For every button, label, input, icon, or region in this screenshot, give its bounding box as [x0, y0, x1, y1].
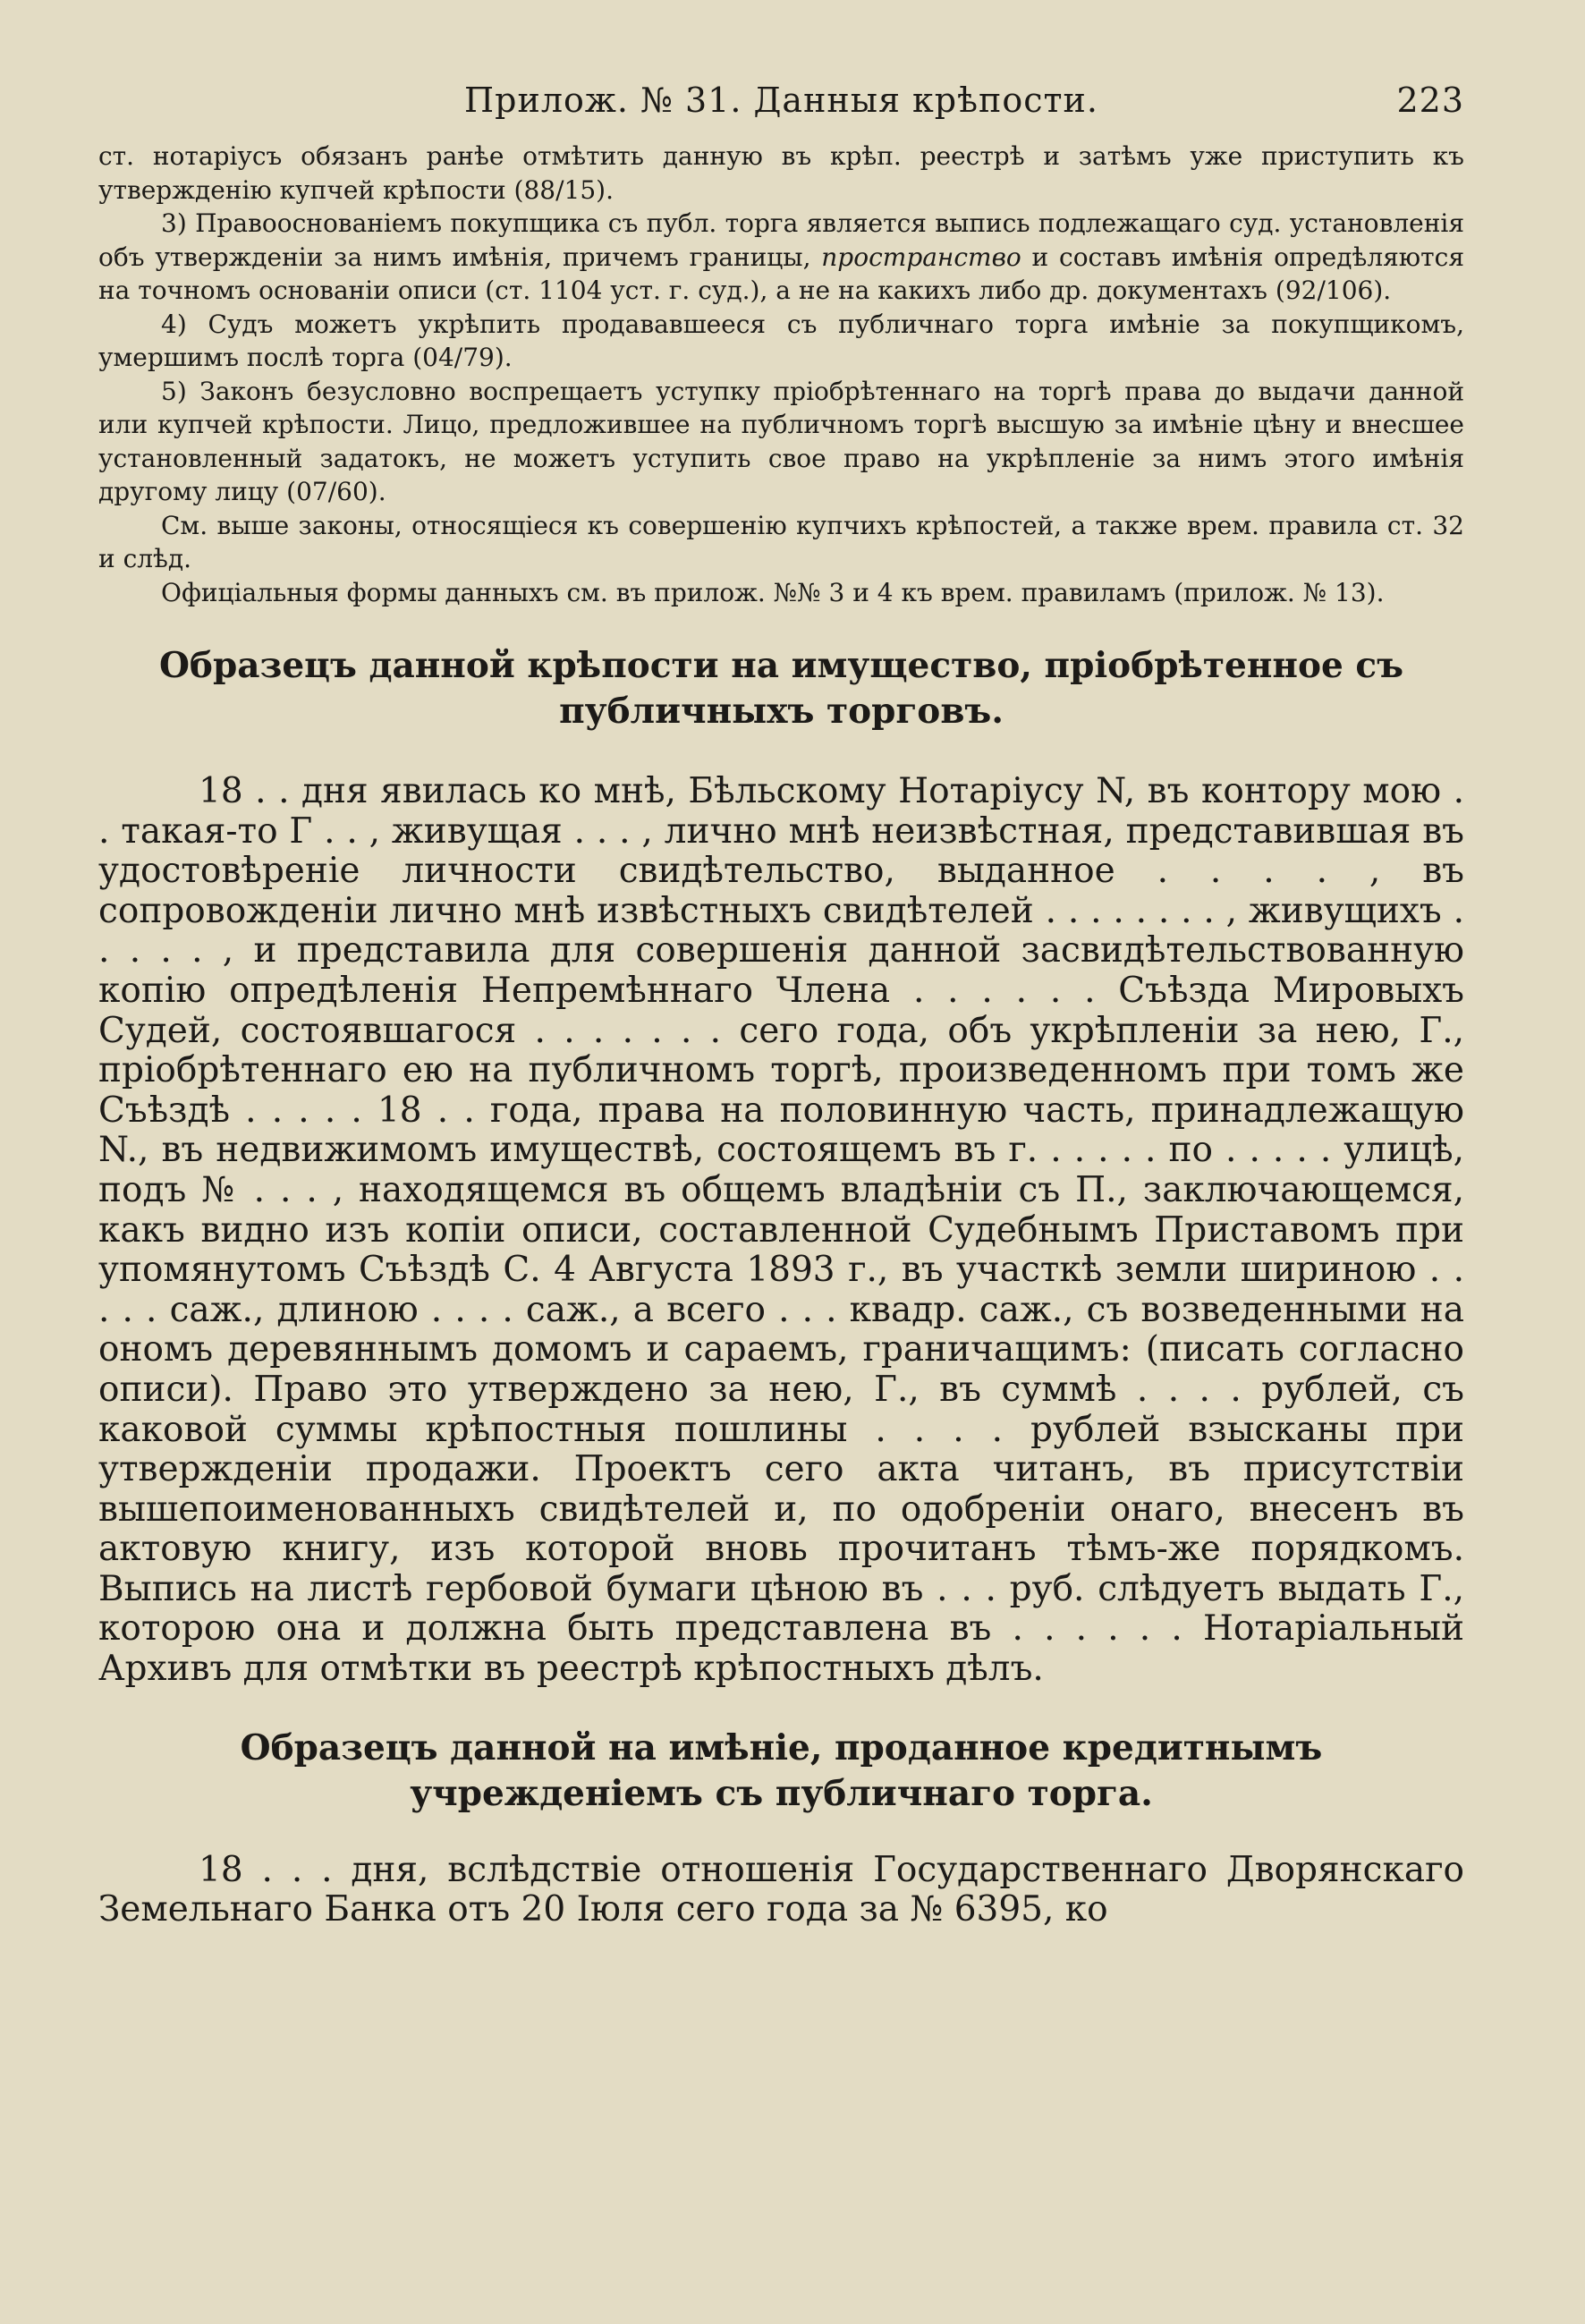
section-1-body: 18 . . дня явилась ко мнѣ, Бѣльскому Нотаріусу N, въ контору мою . . такая-то Г . . , живущая . . . , лично мнѣ неизвѣстная, представившая въ удостовѣреніе личности свидѣтельство, выданное . . . . , въ сопровожденіи лично мнѣ извѣстныхъ свидѣтелей . . . . . . . . , живущихъ . . . . . , и представила для совершенія данной засвидѣтельствованную копію опредѣленія Непремѣннаго Члена . . . . . . Съѣзда Мировыхъ Судей, состоявшагося . . . . . . . сего года, объ укрѣпленіи за нею, Г., пріобрѣтеннаго ею на публичномъ торгѣ, произведенномъ при томъ же Съѣздѣ . . . . . 18 . . года, права на половинную часть, принадлежащую N., въ недвижимомъ имуществѣ, состоящемъ въ г. . . . . . по . . . . . улицѣ, подъ № . . . , находящемся въ общемъ владѣніи съ П., заключающемся, какъ видно изъ копіи описи, составленной Судебнымъ Приставомъ при упомянутомъ Съѣздѣ С. 4 Августа 1893 г., въ участкѣ земли шириною . . . . . саж., длиною . . . . саж., а всего . . . квадр. саж., съ возведенными на ономъ деревяннымъ домомъ и сараемъ, граничащимъ: (писать согласно описи). Право это утверждено за нею, Г., въ суммѣ . . . . рублей, съ каковой суммы крѣпостныя пошлины . . . . рублей взысканы при утвержденіи продажи. Проектъ сего акта читанъ, въ присутствіи вышепоименованныхъ свидѣтелей и, по одобреніи онаго, внесенъ въ актовую книгу, изъ которой вновь прочитанъ тѣмъ-же порядкомъ. Выпись на листѣ гербовой бумаги цѣною въ . . . руб. слѣдуетъ выдать Г., которою она и должна быть представлена въ . . . . . . Нотаріальный Архивъ для отмѣтки въ реестрѣ крѣпостныхъ дѣлъ. — [98, 771, 1464, 1690]
section-1-heading: Образецъ данной крѣпости на имущество, пріобрѣтенное съ публичныхъ торговъ. — [158, 645, 1404, 732]
note-3-emphasis: пространство — [821, 242, 1021, 272]
note-3 — [98, 207, 1464, 308]
note-continuation: ст. нотаріусъ обязанъ ранѣе отмѣтить данную въ крѣп. реестрѣ и затѣмъ уже приступить къ утвержденію купчей крѣпости (88/15). — [98, 141, 1464, 205]
note-official-forms: Офиціальныя формы данныхъ см. въ прилож. №№ 3 и 4 къ врем. правиламъ (прилож. № 13). — [161, 577, 1385, 607]
note-see-also: См. выше законы, относящіеся къ совершенію купчихъ крѣпостей, а также врем. правила ст. 32 и слѣд. — [98, 510, 1464, 573]
note-3-text-b: и составъ имѣнія опредѣляются на точномъ основаніи описи (ст. 1104 уст. г. суд.), а не на какихъ либо др. документахъ (92/106). — [98, 242, 1464, 305]
running-header — [98, 70, 1464, 132]
notes-block — [98, 140, 1464, 609]
note-3-text-a: 3) Правооснованіемъ покупщика съ публ. торга является выпись подлежащаго суд. установленія объ утвержденіи за нимъ имѣнія, причемъ границы, — [98, 208, 1464, 272]
page-number: 223 — [1396, 81, 1464, 120]
header-title: Прилож. № 31. Данныя крѣпости. — [464, 81, 1098, 120]
section-2-body: 18 . . . дня, вслѣдствіе отношенія Государственнаго Дворянскаго Земельнаго Банка отъ 20 Іюля сего года за № 6395, ко — [98, 1849, 1464, 1930]
note-4: 4) Судъ можетъ укрѣпить продававшееся съ публичнаго торга имѣніе за покупщикомъ, умершимъ послѣ торга (04/79). — [98, 309, 1464, 372]
note-5: 5) Законъ безусловно воспрещаетъ уступку пріобрѣтеннаго на торгѣ права до выдачи данной или купчей крѣпости. Лицо, предложившее на публичномъ торгѣ высшую за имѣніе цѣну и внесшее установленный задатокъ, не можетъ уступить свое право на укрѣпленіе за нимъ этого имѣнія другому лицу (07/60). — [98, 376, 1464, 506]
section-2-heading: Образецъ данной на имѣніе, проданное кредитнымъ учрежденіемъ съ публичнаго торга. — [240, 1726, 1323, 1814]
